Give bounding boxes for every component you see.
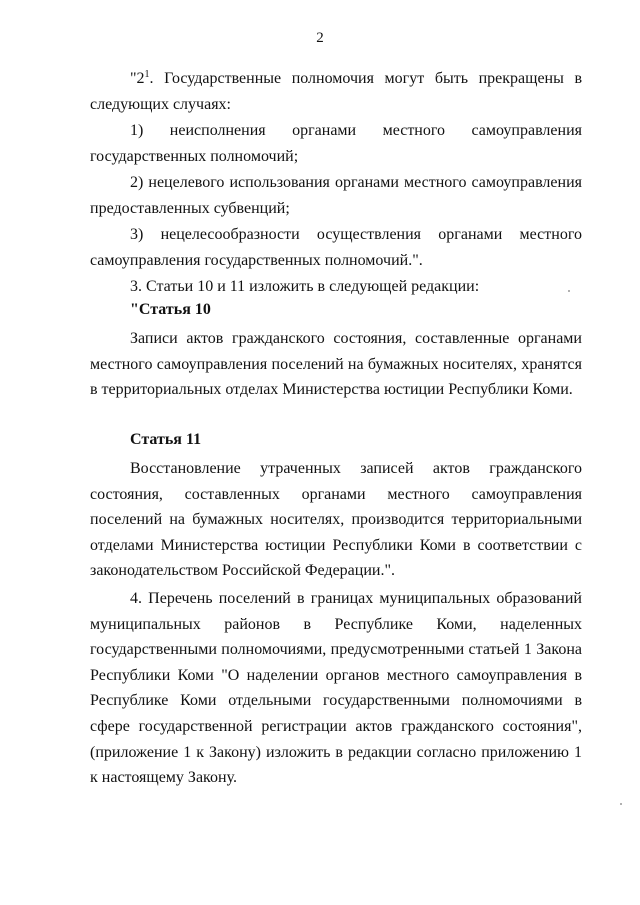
paragraph-6-text: Записи актов гражданского состояния, составленные органами местного самоуправления поселений на бумажных носителях, хранятся в территориальных отделах Министерства юстиции Республики Коми.: [90, 330, 582, 399]
paragraph-3-text: 2) нецелевого использования органами местного самоуправления предоставленных субвенций;: [90, 174, 582, 217]
paragraph-6: [90, 326, 582, 403]
paragraph-4: [90, 222, 582, 273]
paragraph-7: [90, 456, 582, 584]
heading-article-10: "Статья 10: [130, 301, 211, 318]
paragraph-4-text: 3) нецелесообразности осуществления органами местного самоуправления государственных полномочий.".: [90, 226, 582, 269]
paragraph-5-text: 3. Статьи 10 и 11 изложить в следующей редакции:: [130, 278, 480, 295]
scan-speck: [568, 290, 570, 292]
paragraph-2: [90, 118, 582, 169]
paragraph-1-open: "2: [130, 70, 145, 87]
paragraph-1: [90, 66, 582, 117]
page-number: 2: [316, 30, 324, 46]
paragraph-8: [90, 586, 582, 791]
paragraph-7-text: Восстановление утраченных записей актов гражданского состояния, составленных органами местного самоуправления поселений на бумажных носителях, производится территориальными отделами Министерства юстиции Республики Коми в соответствии с законодательством Российской Федерации.".: [90, 460, 582, 580]
paragraph-1-text: . Государственные полномочия могут быть прекращены в следующих случаях:: [90, 70, 582, 113]
heading-article-11: Статья 11: [130, 431, 202, 448]
paragraph-5: [90, 274, 582, 300]
paragraph-2-text: 1) неисполнения органами местного самоуправления государственных полномочий;: [90, 122, 582, 165]
paragraph-8-text: 4. Перечень поселений в границах муниципальных образований муниципальных районов в Республике Коми, наделенных государственными полномочиями, предусмотренными статьей 1 Закона Республики Коми "О наделении органов местного самоуправления в Республике Коми отдельными государственными полномочиями в сфере государственной регистрации актов гражданского состояния", (приложение 1 к Закону) изложить в редакции согласно приложению 1 к настоящему Закону.: [90, 590, 582, 787]
paragraph-3: [90, 170, 582, 221]
paragraph-1-superscript: 1: [144, 69, 150, 80]
scan-speck: [620, 803, 622, 805]
